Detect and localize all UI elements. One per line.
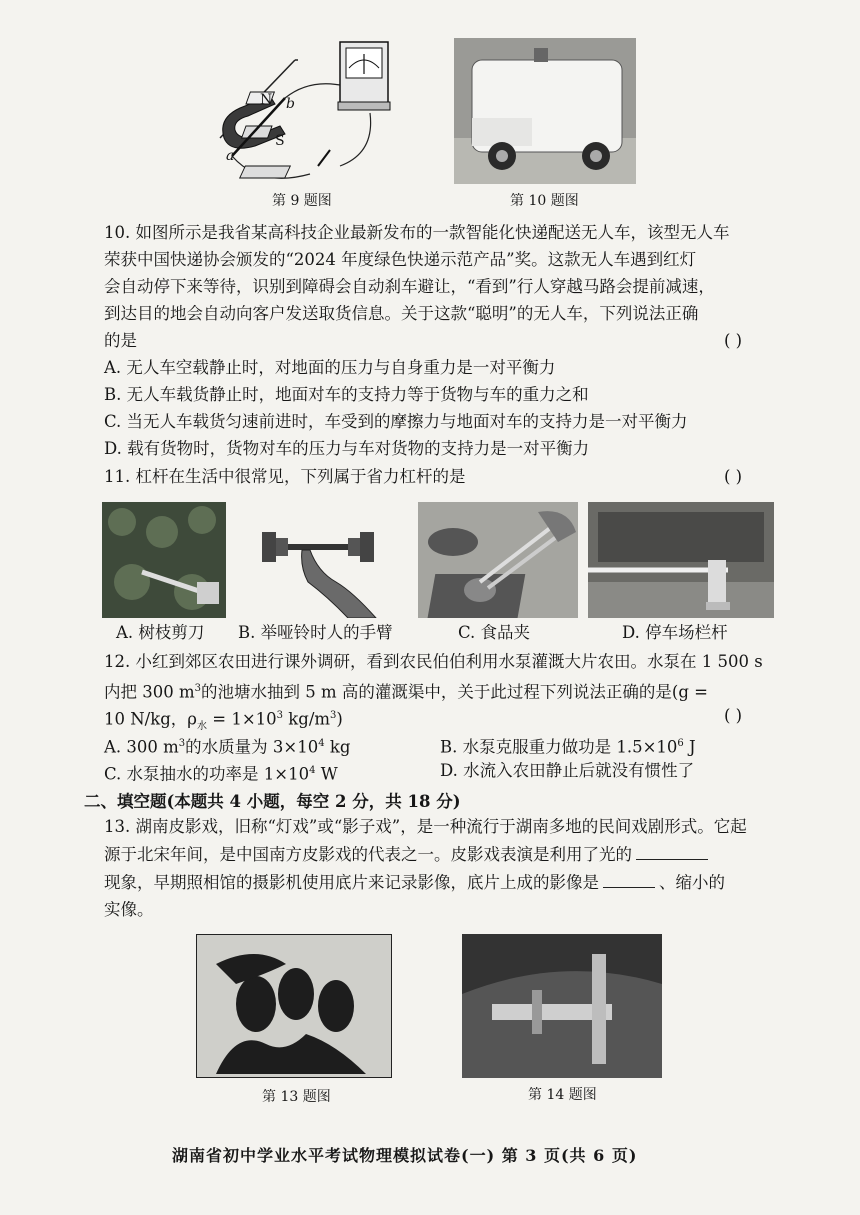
q12-stem-line-2 [104, 678, 708, 704]
q11-option-d: D. 停车场栏杆 [622, 623, 728, 642]
fig13-caption: 第 13 题图 [262, 1089, 331, 1105]
q12-optC-sup: 4 [309, 765, 316, 776]
q12-option-b [440, 733, 696, 759]
q11-image-a-pruning-shears [102, 502, 226, 618]
q12-line3-sub: 水 [197, 720, 207, 732]
q10-answer-paren: ( ) [724, 331, 743, 350]
figure-9-circuit [200, 38, 410, 188]
q12-line2-part-b: 的池塘水抽到 5 m 高的灌溉渠中，关于此过程下列说法正确的是(g = [201, 682, 708, 702]
q11-option-c: C. 食品夹 [458, 623, 531, 642]
fig9-label-a: a [226, 148, 235, 164]
q11-image-d-parking-barrier [588, 502, 774, 618]
q12-optC-a: C. 水泵抽水的功率是 1×10 [104, 764, 310, 784]
q13-line3-part-b: 、缩小的 [659, 873, 725, 892]
q10-option-c: C. 当无人车载货匀速前进时，车受到的摩擦力与地面对车的支持力是一对平衡力 [104, 412, 688, 431]
q13-stem-line-1: 13. 湖南皮影戏，旧称“灯戏”或“影子戏”，是一种流行于湖南多地的民间戏剧形式。它起 [104, 817, 747, 836]
q12-line3-part-a: 10 N/kg，ρ [104, 709, 197, 729]
q12-line2-sup: 3 [194, 683, 202, 694]
q13-line2-text: 源于北宋年间，是中国南方皮影戏的代表之一。皮影戏表演是利用了光的 [104, 845, 632, 864]
q12-line3-part-c: kg/m [283, 709, 331, 729]
q10-stem-line-4: 到达目的地会自动向客户发送取货信息。关于这款“聪明”的无人车，下列说法正确 [104, 304, 699, 323]
q13-blank-1[interactable] [636, 843, 708, 860]
fig14-caption: 第 14 题图 [528, 1087, 597, 1103]
q12-answer-paren: ( ) [724, 706, 743, 725]
section-2-heading: 二、填空题(本题共 4 小题，每空 2 分，共 18 分) [84, 792, 461, 811]
q13-stem-line-4: 实像。 [104, 900, 154, 919]
q11-image-c-food-tongs [418, 502, 578, 618]
q10-option-b: B. 无人车载货静止时，地面对车的支持力等于货物与车的重力之和 [104, 385, 589, 404]
fig10-caption: 第 10 题图 [510, 193, 579, 209]
q12-option-d: D. 水流入农田静止后就没有惯性了 [440, 761, 695, 780]
q12-optA-sup: 3 [178, 738, 186, 749]
q12-line2-part-a: 内把 300 m [104, 682, 195, 702]
q12-optC-b: W [315, 764, 338, 784]
q10-stem-line-5: 的是 [104, 331, 137, 350]
figure-13-shadow-puppets [196, 934, 392, 1078]
q12-optB-b: J [683, 737, 696, 757]
figure-14-space-station [462, 934, 662, 1078]
q12-stem-line-1: 12. 小红到郊区农田进行课外调研，看到农民伯伯利用水泵灌溉大片农田。水泵在 1 500 s [104, 652, 763, 671]
q13-blank-2[interactable] [603, 871, 655, 888]
q11-stem: 11. 杠杆在生活中很常见，下列属于省力杠杆的是 [104, 467, 466, 486]
q12-optA-sup2: 4 [318, 738, 325, 749]
q12-optA-b: 的水质量为 3×10 [185, 737, 319, 757]
page-footer: 湖南省初中学业水平考试物理模拟试卷(一) 第 3 页(共 6 页) [172, 1146, 638, 1165]
q12-line3-sup1: 3 [276, 710, 284, 721]
q10-stem-line-1: 10. 如图所示是我省某高科技企业最新发布的一款智能化快递配送无人车，该型无人车 [104, 223, 730, 242]
q11-option-a: A. 树枝剪刀 [116, 623, 205, 642]
q11-option-b: B. 举哑铃时人的手臂 [238, 623, 393, 642]
q12-line3-sup2: 3 [330, 710, 337, 721]
q10-stem-line-2: 荣获中国快递协会颁发的“2024 年度绿色快递示范产品”奖。这款无人车遇到红灯 [104, 250, 697, 269]
figure-10-photo [454, 38, 636, 184]
fig9-label-b: b [286, 96, 295, 112]
q12-option-c [104, 760, 338, 786]
q12-line3-part-d: ) [336, 709, 343, 729]
fig9-label-s: S [275, 133, 285, 149]
fig9-label-n: N [260, 92, 273, 108]
q12-optB-sup: 6 [677, 738, 684, 749]
q11-image-b-arm-dumbbell [258, 502, 388, 618]
q12-optB-a: B. 水泵克服重力做功是 1.5×10 [440, 737, 678, 757]
q13-stem-line-3 [104, 871, 725, 894]
q12-optA-c: kg [324, 737, 351, 757]
q12-option-a [104, 733, 350, 759]
q11-answer-paren: ( ) [724, 467, 743, 486]
fig9-caption: 第 9 题图 [272, 193, 332, 209]
q12-line3-part-b: = 1×10 [207, 709, 277, 729]
q10-option-d: D. 载有货物时，货物对车的压力与车对货物的支持力是一对平衡力 [104, 439, 590, 458]
q12-optA-a: A. 300 m [104, 737, 179, 757]
q10-option-a: A. 无人车空载静止时，对地面的压力与自身重力是一对平衡力 [104, 358, 556, 377]
q13-stem-line-2 [104, 843, 708, 866]
q13-line3-part-a: 现象，早期照相馆的摄影机使用底片来记录影像，底片上成的影像是 [104, 873, 599, 892]
q10-stem-line-3: 会自动停下来等待，识别到障碍会自动刹车避让，“看到”行人穿越马路会提前减速， [104, 277, 715, 296]
